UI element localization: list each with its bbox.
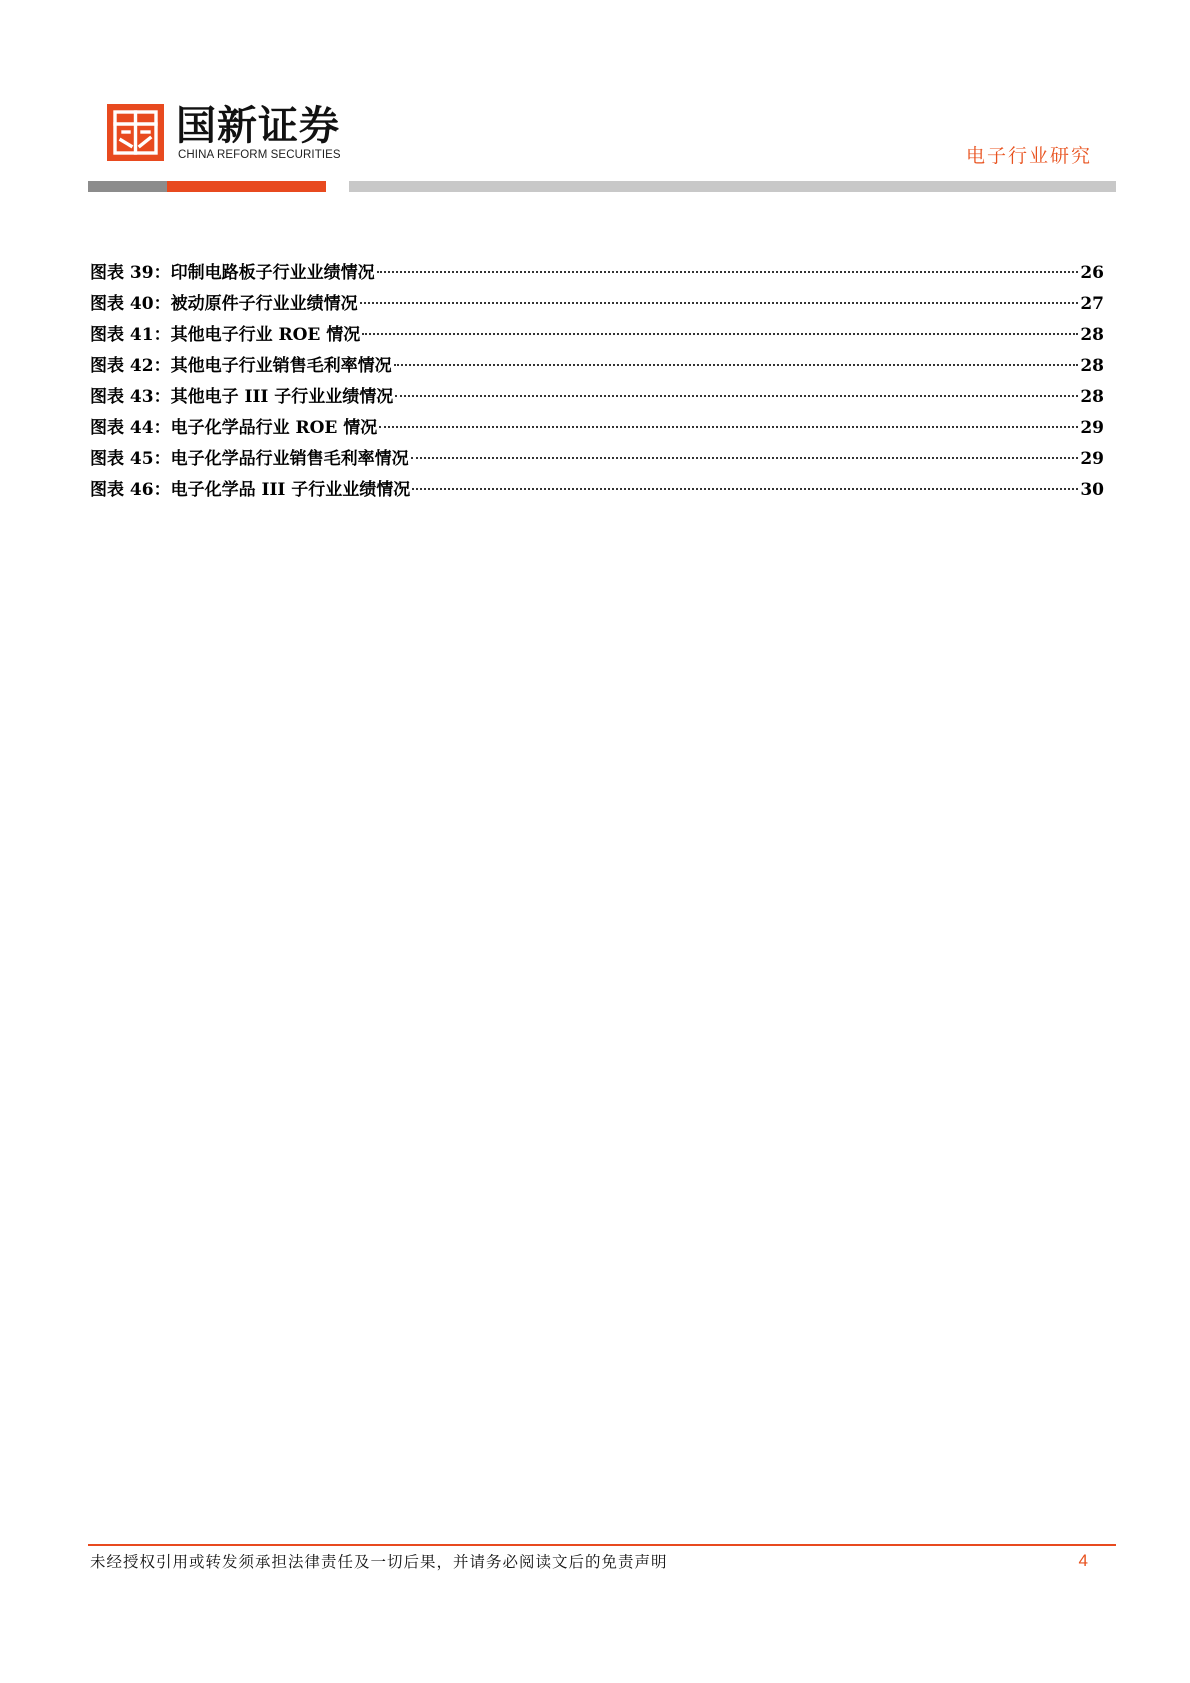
- toc-entry[interactable]: [90, 413, 1104, 444]
- toc-entry-label: 图表 45：电子化学品行业销售毛利率情况: [90, 449, 409, 469]
- toc-entry[interactable]: [90, 382, 1104, 413]
- china-reform-seal-logo-icon: [107, 104, 164, 161]
- toc-leader: [394, 364, 1079, 366]
- toc-entry-page: 29: [1080, 418, 1104, 438]
- toc-entry-page: 27: [1080, 294, 1104, 314]
- toc-entry[interactable]: [90, 320, 1104, 351]
- toc-entry-page: 28: [1080, 325, 1104, 345]
- toc-entry[interactable]: [90, 475, 1104, 506]
- footer-rule: [88, 1544, 1116, 1546]
- brand-name-cn: 国新证券: [176, 103, 340, 149]
- toc-entry-label: 图表 41：其他电子行业 ROE 情况: [90, 325, 361, 345]
- toc-entry-page: 28: [1080, 356, 1104, 376]
- header-rule-dark: [88, 181, 167, 192]
- toc-entry-label: 图表 43：其他电子 III 子行业业绩情况: [90, 387, 394, 407]
- toc-entry-label: 图表 42：其他电子行业销售毛利率情况: [90, 356, 392, 376]
- toc-entry[interactable]: [90, 444, 1104, 475]
- toc-entry-label: 图表 40：被动原件子行业业绩情况: [90, 294, 358, 314]
- toc-leader: [412, 488, 1078, 490]
- toc-entry[interactable]: [90, 289, 1104, 320]
- toc-entry[interactable]: [90, 351, 1104, 382]
- toc-leader: [362, 333, 1078, 335]
- toc-leader: [360, 302, 1079, 304]
- header-rule-light: [349, 181, 1116, 192]
- toc-leader: [411, 457, 1079, 459]
- toc-entry-label: 图表 46：电子化学品 III 子行业业绩情况: [90, 480, 411, 500]
- toc-entry-page: 29: [1080, 449, 1104, 469]
- toc-entry-page: 26: [1080, 263, 1104, 283]
- toc-entry-page: 28: [1080, 387, 1104, 407]
- toc-leader: [379, 426, 1078, 428]
- footer-disclaimer: 未经授权引用或转发须承担法律责任及一切后果，并请务必阅读文后的免责声明: [90, 1553, 668, 1571]
- toc-entry-page: 30: [1080, 480, 1104, 500]
- toc-entry-label: 图表 44：电子化学品行业 ROE 情况: [90, 418, 378, 438]
- page-number: 4: [1078, 1551, 1088, 1570]
- header-rule-accent: [167, 181, 326, 192]
- toc-leader: [395, 395, 1078, 397]
- toc-leader: [377, 271, 1079, 273]
- brand-name-en: CHINA REFORM SECURITIES: [178, 149, 341, 161]
- section-label: 电子行业研究: [965, 145, 1092, 167]
- toc-entry-label: 图表 39：印制电路板子行业业绩情况: [90, 263, 375, 283]
- toc-entry[interactable]: [90, 258, 1104, 289]
- figure-list: [90, 258, 1104, 506]
